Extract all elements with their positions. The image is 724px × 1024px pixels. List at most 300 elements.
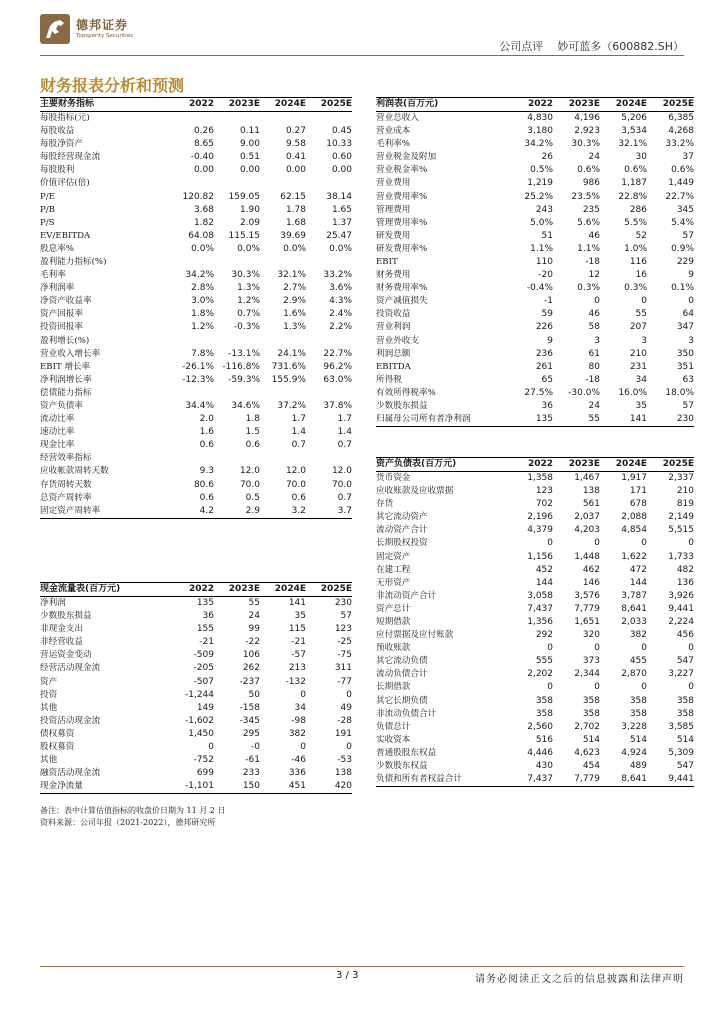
cell-value: 0.27: [285, 126, 306, 137]
cell-value: 6,385: [668, 113, 694, 123]
cell-value: 347: [676, 322, 694, 333]
cell-value: 0.0%: [283, 243, 306, 254]
cell-value: 0.1%: [671, 283, 694, 294]
table-row: [40, 505, 352, 519]
cell-value: 171: [629, 486, 647, 497]
row-label: 投资回报率: [40, 322, 83, 333]
company-logo: [40, 14, 150, 44]
cell-value: 30: [635, 152, 647, 163]
cell-value: 63.0%: [323, 374, 352, 385]
table-row: [376, 485, 694, 498]
cell-value: 9: [547, 335, 553, 346]
row-label: 净资产收益率: [40, 296, 92, 307]
cell-value: 2,702: [574, 721, 600, 732]
cell-value: 4.3%: [329, 296, 352, 307]
table-row: [40, 125, 352, 138]
cell-value: 36: [202, 611, 214, 622]
cell-value: 0.5: [245, 492, 260, 503]
cell-value: 1.8: [245, 414, 260, 425]
cell-value: 0: [688, 682, 694, 693]
cell-value: -59.3%: [228, 374, 260, 385]
row-label: 资产: [40, 676, 58, 687]
cell-value: 0.5%: [530, 165, 553, 176]
cell-value: 1,450: [188, 728, 214, 739]
row-label: 在建工程: [376, 564, 411, 575]
row-label: 营业总收入: [376, 113, 419, 123]
cell-value: 70.0: [239, 479, 260, 490]
cell-value: 22.7%: [323, 348, 352, 359]
cell-value: 230: [647, 413, 694, 427]
row-label: 债权募资: [40, 728, 75, 739]
cell-value: 106: [242, 650, 260, 661]
table-row: [376, 125, 694, 138]
cell-value: 61: [588, 348, 600, 359]
cell-value: 351: [676, 361, 694, 372]
table-row: [40, 177, 352, 190]
cell-value: 1.8%: [191, 309, 214, 320]
cell-value: -98: [291, 715, 306, 726]
cell-value: 2,202: [527, 669, 553, 680]
cell-value: [306, 256, 352, 269]
table-row: [376, 361, 694, 374]
cell-value: 230: [334, 598, 352, 608]
table-row: [376, 348, 694, 361]
cell-value: 0: [300, 741, 306, 752]
table-row: [40, 662, 352, 675]
cell-value: 0: [300, 689, 306, 700]
row-label: 资产负债率: [40, 401, 83, 412]
logo-icon: [40, 14, 70, 44]
year-header: 2023E: [214, 583, 260, 597]
cell-value: 0.26: [193, 126, 214, 137]
table-row: [40, 282, 352, 295]
table-row: [40, 413, 352, 426]
cell-value: 146: [582, 577, 600, 588]
cell-value: 0.51: [239, 152, 260, 163]
cell-value: 1.6%: [283, 309, 306, 320]
cell-value: 514: [629, 734, 647, 745]
cell-value: 64: [682, 309, 694, 320]
row-label: 负债和所有者权益合计: [376, 773, 506, 787]
cell-value: 243: [535, 204, 553, 215]
cell-value: 0.9%: [671, 243, 694, 254]
cell-value: 23.5%: [571, 191, 600, 202]
cell-value: 0.6%: [624, 165, 647, 176]
row-label: 有效所得税率%: [376, 387, 436, 398]
cell-value: 382: [629, 630, 647, 641]
row-label: 预收账款: [376, 643, 411, 654]
row-label: 净利润增长率: [40, 374, 92, 385]
table-row: [376, 256, 694, 269]
year-header: 2023E: [214, 98, 260, 112]
row-label: 应付票据及应付账款: [376, 630, 454, 641]
row-label: 净利润: [40, 598, 66, 608]
cell-value: 1,187: [621, 178, 647, 189]
cell-value: 22.8%: [618, 191, 647, 202]
table-row: [40, 243, 352, 256]
cell-value: 3: [688, 335, 694, 346]
cell-value: 0.6: [291, 492, 306, 503]
table-title: 利润表(百万元): [376, 98, 506, 112]
table-row: [376, 387, 694, 400]
cell-value: -116.8%: [222, 361, 260, 372]
row-label: 资产减值损失: [376, 296, 428, 307]
cell-value: 3.68: [193, 204, 214, 215]
row-label: P/B: [40, 204, 55, 215]
cell-value: 2,149: [668, 512, 694, 523]
row-label: EBIT 增长率: [40, 361, 91, 372]
cell-value: 57: [682, 230, 694, 241]
cell-value: 24: [588, 401, 600, 412]
cell-value: 233: [242, 768, 260, 779]
cell-value: 678: [629, 499, 647, 510]
cell-value: 3,534: [621, 126, 647, 137]
row-label: 非流动资产合计: [376, 590, 437, 601]
cell-value: 123: [334, 624, 352, 635]
cell-value: -53: [337, 755, 352, 766]
row-label: 应收账款及应收票据: [376, 486, 454, 497]
table-row: [40, 321, 352, 334]
table-row: [376, 151, 694, 164]
cell-value: 7.8%: [191, 348, 214, 359]
cell-value: -46: [291, 755, 306, 766]
row-label: 流动负债合计: [376, 669, 428, 680]
table-row: [376, 695, 694, 708]
cell-value: -18: [585, 374, 600, 385]
cell-value: -1,602: [184, 715, 214, 726]
cell-value: 1.4: [337, 427, 352, 438]
cell-value: 1.2%: [191, 322, 214, 333]
cell-value: 34.2%: [524, 139, 553, 150]
cell-value: 110: [535, 256, 553, 267]
cell-value: -28: [337, 715, 352, 726]
row-label: 股权募资: [40, 741, 75, 752]
cell-value: 3.0%: [191, 296, 214, 307]
balance-sheet-table: [376, 457, 694, 787]
cell-value: [260, 177, 306, 190]
row-label: 毛利率: [40, 270, 66, 281]
cell-value: [168, 256, 214, 269]
cell-value: 57: [682, 401, 694, 412]
row-label: 财务费用: [376, 270, 411, 281]
cell-value: 3.7: [306, 505, 352, 519]
cell-value: 0.6%: [577, 165, 600, 176]
cell-value: 0.7: [291, 440, 306, 451]
cell-value: 12: [588, 270, 600, 281]
table-row: [376, 629, 694, 642]
table-row: [376, 616, 694, 629]
cell-value: -61: [245, 755, 260, 766]
row-label: 经营效率指标: [40, 453, 92, 464]
cell-value: 9: [688, 270, 694, 281]
cell-value: 231: [629, 361, 647, 372]
cell-value: -18: [585, 256, 600, 267]
row-label: 每股指标(元): [40, 113, 90, 123]
row-label: 少数股东损益: [376, 401, 428, 412]
logo-en-text: Topsperity Securities: [76, 33, 134, 39]
cell-value: 144: [629, 577, 647, 588]
cell-value: 0: [594, 296, 600, 307]
table-row: [376, 577, 694, 590]
cell-value: 0.0%: [329, 243, 352, 254]
cell-value: 2.7%: [283, 283, 306, 294]
cell-value: 24.1%: [277, 348, 306, 359]
cell-value: 1.5: [245, 427, 260, 438]
cell-value: 191: [334, 728, 352, 739]
row-label: 营业税金及附加: [376, 152, 437, 163]
cell-value: 9.00: [239, 139, 260, 150]
cell-value: 382: [288, 728, 306, 739]
row-label: 其它流动负债: [376, 656, 428, 667]
cell-value: 2,088: [621, 512, 647, 523]
table-row: [376, 760, 694, 773]
row-label: 利润总额: [376, 348, 411, 359]
cell-value: -57: [291, 650, 306, 661]
cell-value: [168, 387, 214, 400]
cell-value: 58: [588, 322, 600, 333]
cell-value: 5.5%: [624, 217, 647, 228]
row-label: 投资收益: [376, 309, 411, 320]
cell-value: 547: [676, 656, 694, 667]
page-number: 3 / 3: [336, 970, 359, 981]
cell-value: 3: [641, 335, 647, 346]
year-header: 2024E: [600, 98, 647, 112]
row-label: 现金净流量: [40, 780, 168, 794]
row-label: 营业收入增长率: [40, 348, 101, 359]
cell-value: [214, 335, 260, 348]
cell-value: 115: [288, 624, 306, 635]
cell-value: 4,196: [574, 113, 600, 123]
table-row: [376, 413, 694, 427]
cell-value: 70.0: [285, 479, 306, 490]
cell-value: 34: [635, 374, 647, 385]
year-header: 2022: [168, 98, 214, 112]
cell-value: 2,033: [621, 616, 647, 627]
table-row: [40, 465, 352, 478]
table-row: [376, 747, 694, 760]
cell-value: 123: [535, 486, 553, 497]
cell-value: 451: [260, 780, 306, 794]
cell-value: [306, 335, 352, 348]
cell-value: 135: [506, 413, 553, 427]
cell-value: 0: [346, 689, 352, 700]
cell-value: 2.09: [239, 217, 260, 228]
cell-value: 0: [641, 538, 647, 549]
cell-value: 16: [635, 270, 647, 281]
cell-value: 358: [582, 708, 600, 719]
cell-value: 358: [629, 695, 647, 706]
table-row: [376, 112, 694, 126]
table-row: [376, 282, 694, 295]
cell-value: 514: [582, 734, 600, 745]
cell-value: 1.1%: [577, 243, 600, 254]
cell-value: 8.65: [193, 139, 214, 150]
page-title: 财务报表分析和预测: [40, 76, 185, 95]
cell-value: 229: [676, 256, 694, 267]
cell-value: 1.78: [285, 204, 306, 215]
cell-value: 454: [582, 761, 600, 772]
cell-value: 138: [582, 486, 600, 497]
cell-value: 64.08: [188, 230, 214, 241]
table-row: [376, 524, 694, 537]
company-name: 妙可蓝多（600882.SH）: [557, 40, 684, 53]
cell-value: 207: [629, 322, 647, 333]
cell-value: 1,449: [668, 178, 694, 189]
cell-value: 420: [306, 780, 352, 794]
cell-value: 2,037: [574, 512, 600, 523]
cell-value: -507: [193, 676, 214, 687]
note-valuation-date: 备注：表中计算估值指标的收盘价日期为 11 月 2 日: [40, 806, 226, 815]
cell-value: [214, 177, 260, 190]
cell-value: 0: [594, 643, 600, 654]
cell-value: 7,779: [574, 603, 600, 614]
cell-value: -1,101: [168, 780, 214, 794]
cell-value: 35: [294, 611, 306, 622]
cell-value: 80.6: [193, 479, 214, 490]
cell-value: 115.15: [228, 230, 260, 241]
table-row: [40, 190, 352, 203]
cell-value: [306, 387, 352, 400]
cell-value: 38.14: [326, 191, 352, 202]
cell-value: 0: [688, 538, 694, 549]
cell-value: 311: [334, 663, 352, 674]
cell-value: 34.4%: [185, 401, 214, 412]
cell-value: 358: [535, 695, 553, 706]
cell-value: 33.2%: [665, 139, 694, 150]
year-header: 2023E: [553, 98, 600, 112]
cell-value: 7,437: [527, 603, 553, 614]
table-row: [376, 400, 694, 413]
cell-value: 731.6%: [271, 361, 306, 372]
table-row: [376, 708, 694, 721]
cell-value: 9.3: [199, 466, 214, 477]
cell-value: [260, 256, 306, 269]
cell-value: 1,358: [527, 473, 553, 483]
cell-value: 3,585: [668, 721, 694, 732]
table-row: [376, 734, 694, 747]
cell-value: 32.1%: [277, 270, 306, 281]
cell-value: 59: [541, 309, 553, 320]
cell-value: -0: [251, 741, 260, 752]
note-source: 资料来源：公司年报（2021-2022），德邦研究所: [40, 818, 216, 827]
cell-value: 0: [594, 682, 600, 693]
cell-value: 51: [541, 230, 553, 241]
row-label: 现金比率: [40, 440, 75, 451]
table-row: [40, 439, 352, 452]
row-label: 速动比率: [40, 427, 75, 438]
row-label: 营业税金率%: [376, 165, 428, 176]
row-label: 营业外收支: [376, 335, 419, 346]
cell-value: -21: [199, 637, 214, 648]
cell-value: 1,622: [621, 551, 647, 562]
table-row: [376, 138, 694, 151]
table-row: [376, 230, 694, 243]
table-row: [40, 204, 352, 217]
cell-value: 39.69: [280, 230, 306, 241]
year-header: 2022: [168, 583, 214, 597]
cell-value: 25.47: [326, 230, 352, 241]
cell-value: 1,651: [574, 616, 600, 627]
cell-value: 0.7: [337, 440, 352, 451]
row-label: 固定资产周转率: [40, 505, 168, 519]
cell-value: 2.4%: [329, 309, 352, 320]
cell-value: 0.7%: [237, 309, 260, 320]
cell-value: 2.9: [214, 505, 260, 519]
row-label: 股息率%: [40, 243, 74, 254]
cell-value: 1,917: [621, 473, 647, 483]
cell-value: -13.1%: [228, 348, 260, 359]
cell-value: 99: [248, 624, 260, 635]
cell-value: 10.33: [326, 139, 352, 150]
cell-value: 34: [294, 702, 306, 713]
cell-value: 26: [541, 152, 553, 163]
row-label: P/E: [40, 191, 55, 202]
cell-value: 0.45: [331, 126, 352, 137]
cell-value: 0: [594, 538, 600, 549]
table-row: [40, 452, 352, 465]
cell-value: [214, 256, 260, 269]
cell-value: [214, 112, 260, 126]
row-label: 流动资产合计: [376, 525, 428, 536]
table-row: [40, 728, 352, 741]
table-row: [40, 348, 352, 361]
cell-value: 3: [594, 335, 600, 346]
cell-value: 1.90: [239, 204, 260, 215]
cell-value: 547: [676, 761, 694, 772]
table-row: [40, 217, 352, 230]
table-row: [376, 681, 694, 694]
table-row: [376, 295, 694, 308]
cell-value: 3,227: [668, 669, 694, 680]
cell-value: 472: [629, 564, 647, 575]
cell-value: 116: [629, 256, 647, 267]
row-label: 经营活动现金流: [40, 663, 101, 674]
cell-value: 819: [676, 499, 694, 510]
cell-value: 4,203: [574, 525, 600, 536]
cell-value: [214, 387, 260, 400]
table-row: [40, 479, 352, 492]
cell-value: 1,448: [574, 551, 600, 562]
row-label: 管理费用率%: [376, 217, 428, 228]
cell-value: [168, 177, 214, 190]
year-header: 2022: [506, 458, 553, 472]
cell-value: 0: [547, 682, 553, 693]
row-label: 研发费用率%: [376, 243, 428, 254]
row-label: 营业成本: [376, 126, 411, 137]
cell-value: 1.65: [331, 204, 352, 215]
row-label: 其他: [40, 702, 58, 713]
cell-value: 516: [535, 734, 553, 745]
cell-value: 699: [196, 768, 214, 779]
cell-value: 0.0%: [191, 243, 214, 254]
table-row: [376, 374, 694, 387]
header-divider: [40, 55, 684, 56]
cell-value: 336: [288, 768, 306, 779]
cell-value: 2,344: [574, 669, 600, 680]
cell-value: 2,923: [574, 126, 600, 137]
cell-value: 320: [582, 630, 600, 641]
cell-value: [168, 112, 214, 126]
cell-value: -1: [544, 296, 553, 307]
table-row: [376, 190, 694, 203]
table-row: [376, 537, 694, 550]
cell-value: [306, 112, 352, 126]
row-label: 投资: [40, 689, 58, 700]
cell-value: 1.7: [291, 414, 306, 425]
table-row: [376, 590, 694, 603]
disclaimer: 请务必阅读正文之后的信息披露和法律声明: [475, 974, 684, 985]
cell-value: 0.0%: [237, 243, 260, 254]
